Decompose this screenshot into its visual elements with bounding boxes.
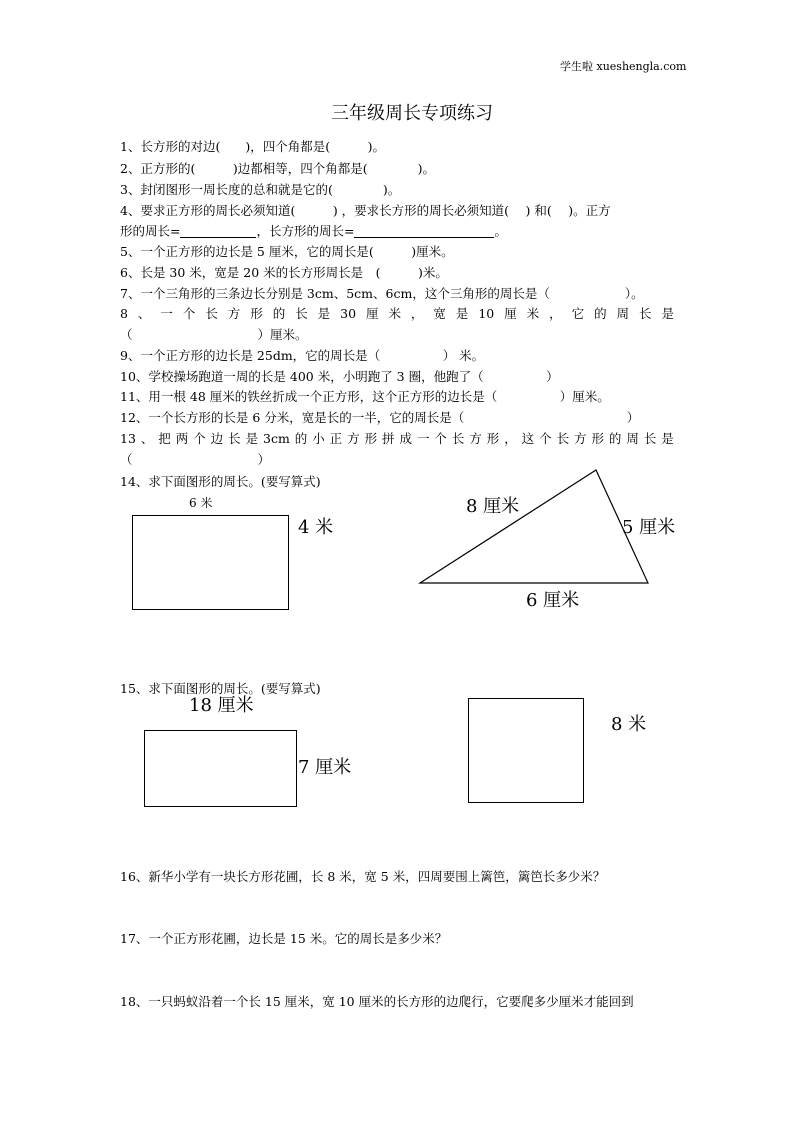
square-figure	[468, 698, 584, 803]
question-5: 5、一个正方形的边长是 5 厘米，它的周长是( )厘米。	[120, 244, 454, 259]
q13-char: 形	[486, 431, 500, 446]
q13-char: 的	[294, 431, 308, 446]
q13-char: 方	[347, 431, 360, 446]
q13-char: 长	[643, 431, 657, 446]
q13-char: 的	[608, 431, 622, 446]
q8-char: 、	[137, 306, 151, 321]
question-10: 10、学校操场跑道一周的长是 400 米，小明跑了 3 圈，他跑了（ ）	[120, 369, 559, 384]
q8-char: 长	[205, 306, 218, 321]
q13-char: 个	[539, 431, 552, 446]
q13-char: 个	[434, 431, 447, 446]
question-6: 6、长是 30 米，宽是 20 米的长方形周长是 ( )米。	[120, 265, 448, 280]
question-18: 18、一只蚂蚁沿着一个长 15 厘米，宽 10 厘米的长方形的边爬行，它要爬多少厘米才能回到	[120, 994, 634, 1009]
q8-char: 是	[661, 306, 674, 321]
triangle-shape	[420, 470, 648, 583]
q8-char: 厘	[504, 306, 517, 321]
question-8-line-2: （ ）厘米。	[120, 327, 308, 342]
q13-char: 长	[451, 431, 465, 446]
rect2-width-label: 7 厘米	[298, 757, 352, 778]
q13-char: 这	[521, 431, 535, 446]
q13-char: 把	[158, 431, 171, 446]
q13-char: 、	[140, 431, 154, 446]
q8-char: 它	[571, 306, 585, 321]
q8-char: 方	[227, 306, 241, 321]
q8-char: 个	[182, 306, 196, 321]
question-7: 7、一个三角形的三条边长分别是 3cm、5cm、6cm，这个三角形的周长是（ ）。	[120, 286, 644, 301]
q13-char: 边	[210, 431, 224, 446]
q8-char: 米	[526, 306, 540, 321]
q8-char: 米	[388, 306, 401, 321]
question-16: 16、新华小学有一块长方形花圃，长 8 米，宽 5 米，四周要围上篱笆，篱笆长多少米？	[120, 869, 606, 884]
q13-char: 是	[245, 431, 259, 446]
page-title: 三年级周长专项练习	[331, 103, 493, 124]
question-9: 9、一个正方形的边长是 25dm，它的周长是（ ） 米。	[120, 348, 485, 363]
q13-char: 形	[364, 431, 378, 446]
question-11: 11、用一根 48 厘米的铁丝折成一个正方形，这个正方形的边长是（ ）厘米。	[120, 389, 610, 404]
q8-char: 的	[272, 306, 286, 321]
rect2-length-label: 18 厘米	[189, 695, 254, 716]
q8-char: 8	[120, 306, 128, 321]
q8-char: 宽	[433, 306, 446, 321]
question-4-rect-label: ，长方形的周长=	[256, 223, 355, 239]
q8-char: 是	[317, 306, 331, 321]
triangle-right-side-label: 5 厘米	[622, 517, 676, 538]
q13-char: 两	[175, 431, 189, 446]
rectangle-figure-2	[144, 730, 297, 807]
q13-char: 一	[416, 431, 430, 446]
triangle-base-label: 6 厘米	[526, 590, 580, 611]
q8-char: ，	[549, 306, 562, 321]
question-13-line-2: （ ）	[120, 452, 271, 467]
rect1-width-label: 4 米	[298, 517, 334, 538]
q13-char: 小	[312, 431, 325, 446]
question-4-square-label: 形的周长=	[120, 223, 181, 239]
q8-char: 10	[478, 306, 495, 321]
q13-char: ，	[504, 431, 517, 446]
question-15: 15、求下面图形的周长。(要写算式)	[120, 681, 321, 696]
q13-char: 长	[556, 431, 570, 446]
question-2: 2、正方形的( )边都相等，四个角都是( )。	[120, 161, 435, 176]
question-4-end: 。	[494, 223, 507, 239]
q13-char: 拼	[382, 431, 395, 446]
q13-char: 周	[626, 431, 639, 446]
q13-char: 个	[193, 431, 206, 446]
q8-char: 是	[455, 306, 469, 321]
question-4-line-1: 4、要求正方形的周长必须知道( ) ，要求长方形的周长必须知道( ) 和( )。正方	[120, 203, 611, 218]
question-12: 12、一个长方形的长是 6 分米，宽是长的一半，它的周长是（ ）	[120, 410, 640, 425]
q13-char: 长	[228, 431, 241, 446]
q13-char: 是	[661, 431, 674, 446]
question-3: 3、封闭图形一周长度的总和就是它的( )。	[120, 182, 401, 197]
q8-char: 厘	[365, 306, 379, 321]
q13-char: 3cm	[263, 431, 290, 446]
question-1: 1、长方形的对边( )，四个角都是( )。	[120, 139, 385, 154]
q8-char: 的	[594, 306, 607, 321]
q8-char: 30	[340, 306, 357, 321]
q13-char: 形	[591, 431, 604, 446]
q13-char: 正	[329, 431, 343, 446]
q8-char: 周	[616, 306, 630, 321]
q8-char: ，	[410, 306, 424, 321]
rect1-length-label: 6 米	[189, 496, 213, 510]
q13-char: 方	[469, 431, 482, 446]
question-14: 14、求下面图形的周长。(要写算式)	[120, 474, 321, 489]
site-header: 学生啦 xueshengla.com	[560, 60, 687, 73]
q8-char: 形	[250, 306, 263, 321]
q13-char: 方	[574, 431, 587, 446]
q13-char: 13	[120, 431, 136, 446]
q8-char: 长	[639, 306, 652, 321]
q13-char: 成	[399, 431, 412, 446]
triangle-left-side-label: 8 厘米	[466, 496, 520, 517]
square-side-label: 8 米	[611, 714, 647, 735]
q8-char: 长	[295, 306, 308, 321]
q8-char: 一	[160, 306, 173, 321]
question-17: 17、一个正方形花圃，边长是 15 米。它的周长是多少米？	[120, 931, 448, 946]
